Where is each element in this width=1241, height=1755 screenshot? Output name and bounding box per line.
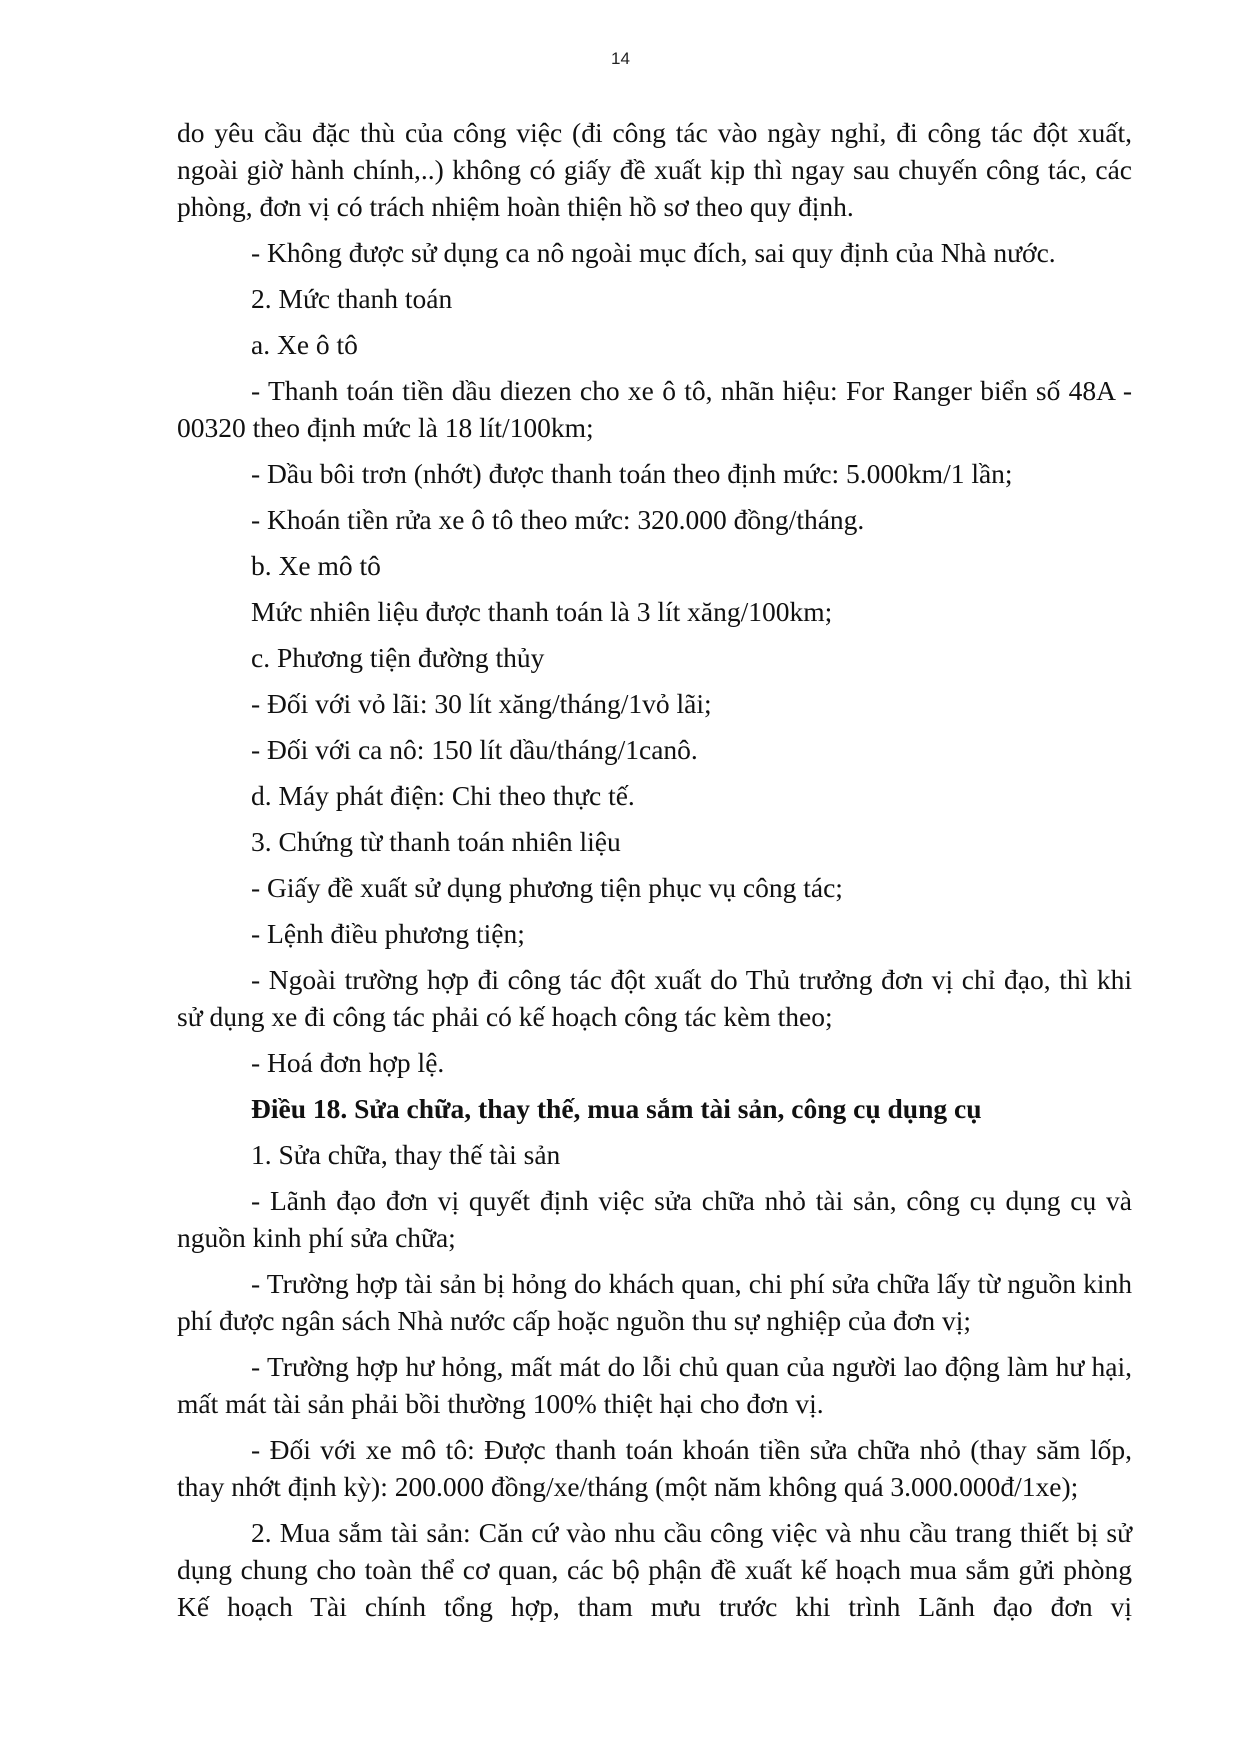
article-18-title: Điều 18. Sửa chữa, thay thế, mua sắm tài sản, công cụ dụng cụ: [251, 1093, 982, 1124]
paragraph-lubricant: - Dầu bôi trơn (nhớt) được thanh toán theo định mức: 5.000km/1 lần;: [251, 458, 1013, 489]
paragraph-purchase: 2. Mua sắm tài sản: Căn cứ vào nhu cầu công việc và nhu cầu trang thiết bị sử dụng chung cho toàn thể cơ quan, các bộ phận đề xuất kế hoạch mua sắm gửi phòng Kế hoạch Tài chính tổng hợp, tham mưu trước khi trình Lãnh đạo đơn vị: [177, 1517, 1132, 1622]
paragraph-leader-decides: - Lãnh đạo đơn vị quyết định việc sửa chữa nhỏ tài sản, công cụ dụng cụ và nguồn kinh phí sửa chữa;: [177, 1185, 1132, 1253]
paragraph-canoe-rule: - Không được sử dụng ca nô ngoài mục đích, sai quy định của Nhà nước.: [251, 237, 1056, 268]
paragraph-motorbike-repair: - Đối với xe mô tô: Được thanh toán khoán tiền sửa chữa nhỏ (thay săm lốp, thay nhớt định kỳ): 200.000 đồng/xe/tháng (một năm không quá 3.000.000đ/1xe);: [177, 1434, 1132, 1502]
paragraph-urgent-trip: - Ngoài trường hợp đi công tác đột xuất do Thủ trưởng đơn vị chỉ đạo, thì khi sử dụng xe đi công tác phải có kế hoạch công tác kèm theo;: [177, 964, 1132, 1032]
paragraph-request-form: - Giấy đề xuất sử dụng phương tiện phục vụ công tác;: [251, 872, 843, 903]
paragraph-car-wash: - Khoán tiền rửa xe ô tô theo mức: 320.000 đồng/tháng.: [251, 504, 865, 535]
heading-motorbike: b. Xe mô tô: [251, 550, 381, 581]
paragraph-small-boat: - Đối với vỏ lãi: 30 lít xăng/tháng/1vỏ lãi;: [251, 688, 712, 719]
page-number: 14: [611, 49, 630, 68]
heading-repair: 1. Sửa chữa, thay thế tài sản: [251, 1139, 561, 1170]
heading-car: a. Xe ô tô: [251, 329, 358, 360]
document-body: [177, 114, 1132, 1625]
heading-waterway: c. Phương tiện đường thủy: [251, 642, 545, 673]
paragraph-objective-damage: - Trường hợp tài sản bị hỏng do khách quan, chi phí sửa chữa lấy từ nguồn kinh phí được ngân sách Nhà nước cấp hoặc nguồn thu sự nghiệp của đơn vị;: [177, 1268, 1132, 1336]
paragraph-generator: d. Máy phát điện: Chi theo thực tế.: [251, 780, 635, 811]
heading-fuel-documents: 3. Chứng từ thanh toán nhiên liệu: [251, 826, 621, 857]
paragraph-subjective-damage: - Trường hợp hư hỏng, mất mát do lỗi chủ quan của người lao động làm hư hại, mất mát tài sản phải bồi thường 100% thiệt hại cho đơn vị.: [177, 1351, 1132, 1419]
heading-payment-level: 2. Mức thanh toán: [251, 283, 453, 314]
paragraph-valid-invoice: - Hoá đơn hợp lệ.: [251, 1047, 445, 1078]
paragraph-diesel: - Thanh toán tiền dầu diezen cho xe ô tô, nhãn hiệu: For Ranger biển số 48A - 00320 theo định mức là 18 lít/100km;: [177, 375, 1132, 443]
paragraph-motorbike-fuel: Mức nhiên liệu được thanh toán là 3 lít xăng/100km;: [251, 596, 833, 627]
paragraph-continuation: do yêu cầu đặc thù của công việc (đi công tác vào ngày nghỉ, đi công tác đột xuất, ngoài giờ hành chính,..) không có giấy đề xuất kịp thì ngay sau chuyến công tác, các phòng, đơn vị có trách nhiệm hoàn thiện hồ sơ theo quy định.: [177, 117, 1132, 222]
paragraph-canoe-fuel: - Đối với ca nô: 150 lít dầu/tháng/1canô.: [251, 734, 698, 765]
paragraph-dispatch-order: - Lệnh điều phương tiện;: [251, 918, 525, 949]
